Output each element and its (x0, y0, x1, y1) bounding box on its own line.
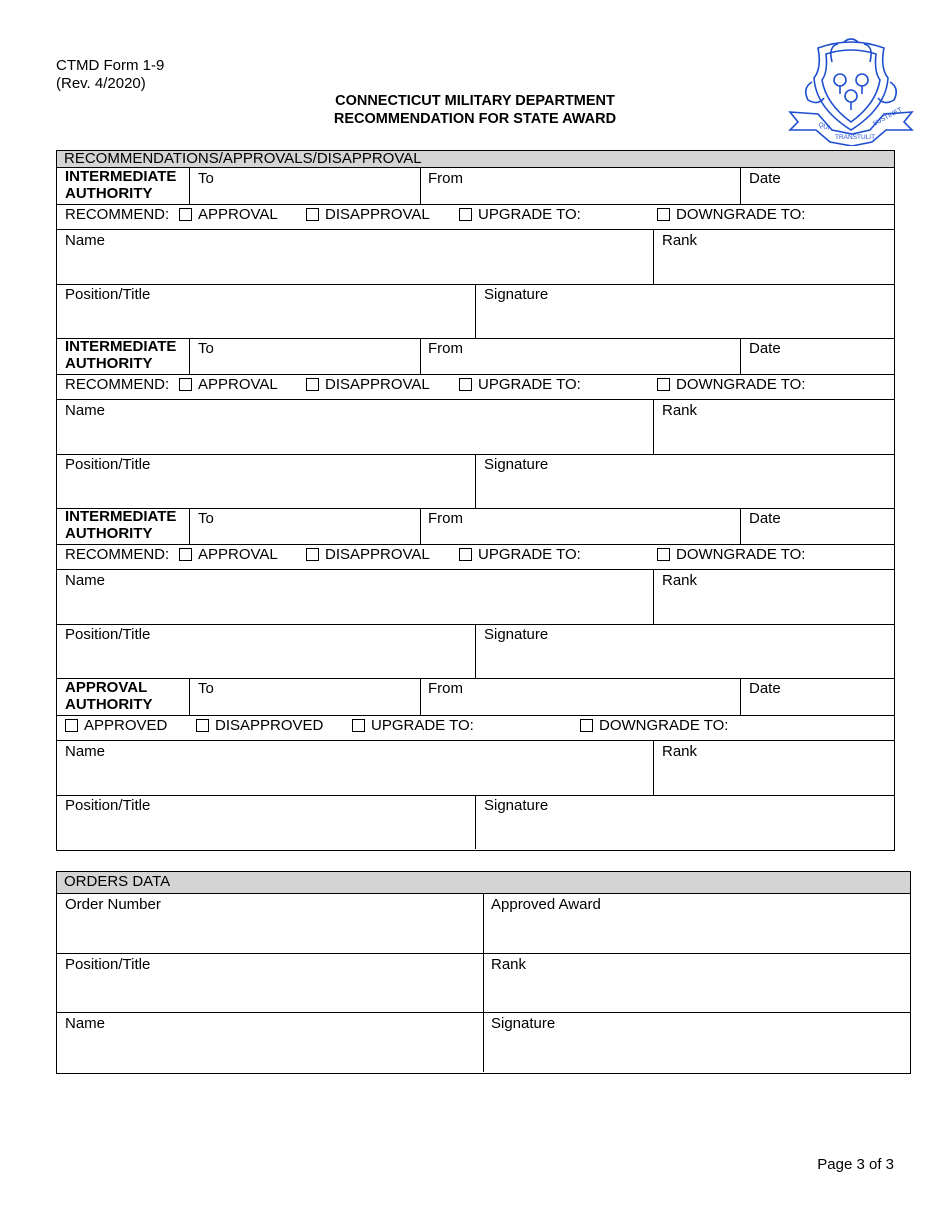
approval-checkbox[interactable]: APPROVAL (179, 206, 278, 223)
recommend-label: RECOMMEND: (65, 376, 170, 393)
signature-field[interactable]: Signature (484, 626, 549, 643)
authority-label: INTERMEDIATE AUTHORITY (65, 508, 177, 542)
name-field[interactable]: Name (65, 402, 106, 419)
orders-section-title: ORDERS DATA (64, 873, 171, 890)
orders-name-field[interactable]: Name (65, 1015, 106, 1032)
orders-header-bar (57, 872, 910, 894)
page-number: Page 3 of 3 (817, 1156, 894, 1173)
downgrade-checkbox[interactable]: DOWNGRADE TO: (657, 376, 805, 393)
date-field[interactable]: Date (749, 510, 781, 527)
downgrade-checkbox[interactable]: DOWNGRADE TO: (657, 206, 805, 223)
signature-field[interactable]: Signature (484, 797, 549, 814)
disapproved-checkbox[interactable]: DISAPPROVED (196, 717, 323, 734)
authority-label: INTERMEDIATE AUTHORITY (65, 338, 177, 372)
position-title-field[interactable]: Position/Title (65, 456, 151, 473)
orders-rank-field[interactable]: Rank (491, 956, 527, 973)
form-number: CTMD Form 1-9 (56, 57, 165, 74)
approved-checkbox[interactable]: APPROVED (65, 717, 167, 734)
from-field[interactable]: From (428, 680, 463, 697)
orders-signature-field[interactable]: Signature (491, 1015, 556, 1032)
name-field[interactable]: Name (65, 572, 106, 589)
rank-field[interactable]: Rank (662, 743, 698, 760)
upgrade-checkbox[interactable]: UPGRADE TO: (459, 546, 581, 563)
rank-field[interactable]: Rank (662, 232, 698, 249)
approved-award-field[interactable]: Approved Award (491, 896, 601, 913)
connecticut-seal-icon (788, 38, 914, 146)
order-number-field[interactable]: Order Number (65, 896, 161, 913)
authority-label: INTERMEDIATE AUTHORITY (65, 168, 177, 202)
to-field[interactable]: To (198, 340, 214, 357)
upgrade-checkbox[interactable]: UPGRADE TO: (352, 717, 474, 734)
downgrade-checkbox[interactable]: DOWNGRADE TO: (580, 717, 728, 734)
from-field[interactable]: From (428, 510, 463, 527)
signature-field[interactable]: Signature (484, 456, 549, 473)
to-field[interactable]: To (198, 680, 214, 697)
authority-label: APPROVAL AUTHORITY (65, 679, 153, 713)
upgrade-checkbox[interactable]: UPGRADE TO: (459, 206, 581, 223)
signature-field[interactable]: Signature (484, 286, 549, 303)
date-field[interactable]: Date (749, 170, 781, 187)
to-field[interactable]: To (198, 510, 214, 527)
from-field[interactable]: From (428, 170, 463, 187)
disapproval-checkbox[interactable]: DISAPPROVAL (306, 376, 430, 393)
disapproval-checkbox[interactable]: DISAPPROVAL (306, 546, 430, 563)
position-title-field[interactable]: Position/Title (65, 626, 151, 643)
recommendations-header-bar (57, 151, 894, 168)
orders-position-title-field[interactable]: Position/Title (65, 956, 151, 973)
rank-field[interactable]: Rank (662, 402, 698, 419)
page-title (230, 92, 720, 128)
form-id (56, 57, 164, 93)
recommend-label: RECOMMEND: (65, 546, 170, 563)
seal-motto-right: SUSTINET (871, 106, 904, 128)
recommendations-section-title: RECOMMENDATIONS/APPROVALS/DISAPPROVAL (64, 150, 422, 167)
approval-checkbox[interactable]: APPROVAL (179, 376, 278, 393)
approval-checkbox[interactable]: APPROVAL (179, 546, 278, 563)
title-line-2: RECOMMENDATION FOR STATE AWARD (333, 111, 617, 127)
form-revision: (Rev. 4/2020) (56, 75, 146, 92)
title-line-1: CONNECTICUT MILITARY DEPARTMENT (335, 93, 615, 109)
name-field[interactable]: Name (65, 743, 106, 760)
from-field[interactable]: From (428, 340, 463, 357)
upgrade-checkbox[interactable]: UPGRADE TO: (459, 376, 581, 393)
recommend-label: RECOMMEND: (65, 206, 170, 223)
name-field[interactable]: Name (65, 232, 106, 249)
position-title-field[interactable]: Position/Title (65, 286, 151, 303)
downgrade-checkbox[interactable]: DOWNGRADE TO: (657, 546, 805, 563)
rank-field[interactable]: Rank (662, 572, 698, 589)
date-field[interactable]: Date (749, 680, 781, 697)
date-field[interactable]: Date (749, 340, 781, 357)
position-title-field[interactable]: Position/Title (65, 797, 151, 814)
to-field[interactable]: To (198, 170, 214, 187)
disapproval-checkbox[interactable]: DISAPPROVAL (306, 206, 430, 223)
seal-motto-center: TRANSTULIT (835, 134, 876, 141)
seal-motto-left: QUI (817, 121, 831, 132)
